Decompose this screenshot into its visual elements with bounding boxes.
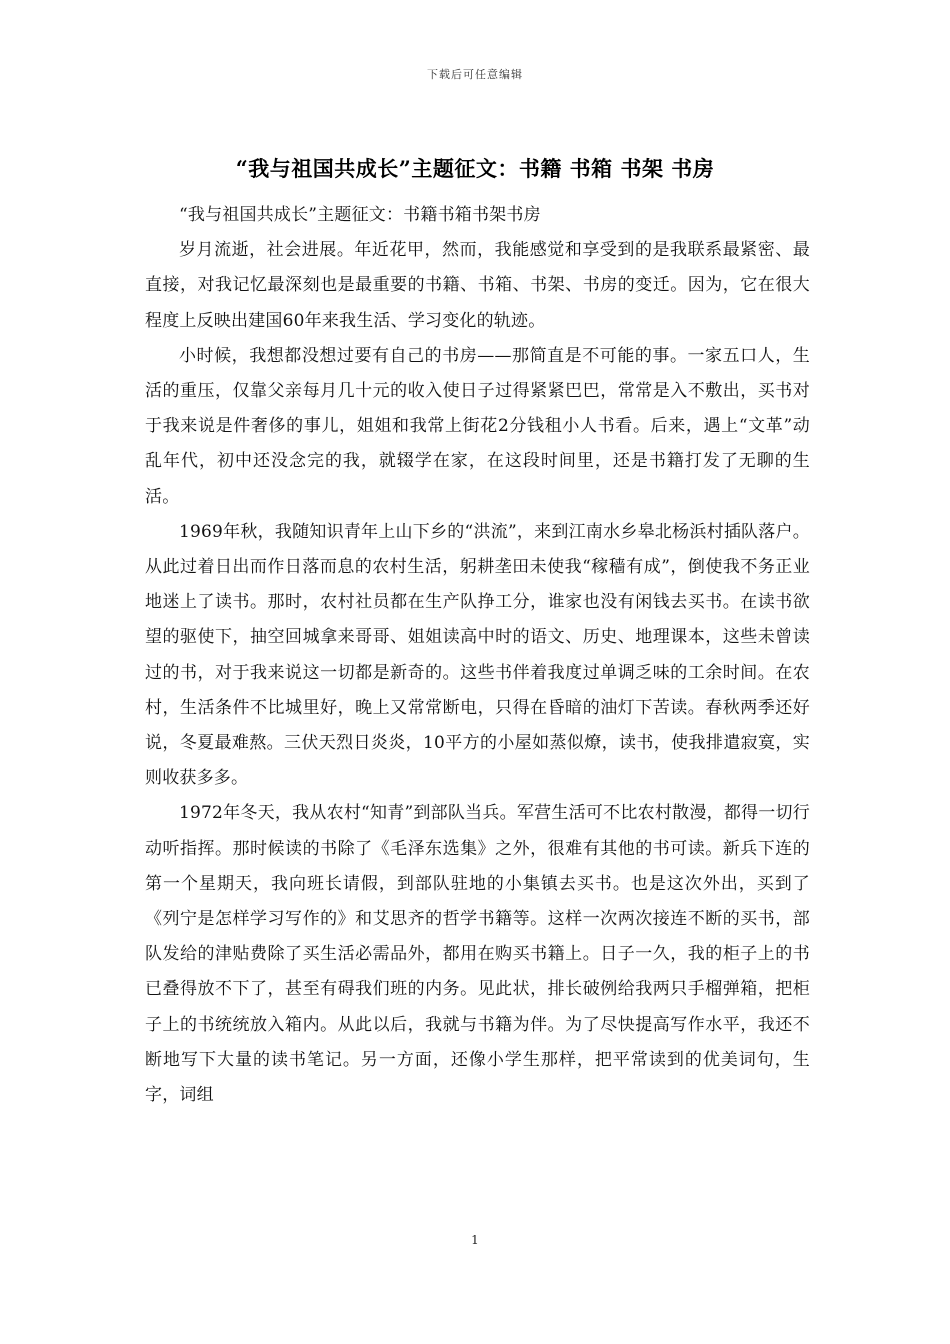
paragraph-subtitle: “我与祖国共成长”主题征文：书籍书箱书架书房 — [179, 205, 541, 225]
document-title: “我与祖国共成长”主题征文：书籍 书箱 书架 书房 — [235, 156, 715, 181]
paragraph: 1972年冬天，我从农村“知青”到部队当兵。军营生活可不比农村散漫，都得一切行动听指挥。那时候读的书除了《毛泽东选集》之外，很难有其他的书可读。新兵下连的第一个星期天，我向班长请假，到部队驻地的小集镇去买书。也是这次外出，买到了《列宁是怎样学习写作的》和艾思齐的哲学书籍等。这样一次两次接连不断的买书，部队发给的津贴费除了买生活必需品外，都用在购买书籍上。日子一久，我的柜子上的书已叠得放不下了，甚至有碍我们班的内务。见此状，排长破例给我两只手榴弹箱，把柜子上的书统统放入箱内。从此以后，我就与书籍为伴。为了尽快提高写作水平，我还不断地写下大量的读书笔记。另一方面，还像小学生那样，把平常读到的优美词句，生字，词组 — [145, 803, 810, 1106]
page-number: 1 — [471, 1233, 479, 1247]
paragraph: 小时候，我想都没想过要有自己的书房——那简直是不可能的事。一家五口人，生活的重压，仅靠父亲每月几十元的收入使日子过得紧紧巴巴，常常是入不敷出，买书对于我来说是件奢侈的事儿，姐姐和我常上街花2分钱租小人书看。后来，遇上“文革”动乱年代，初中还没念完的我，就辍学在家，在这段时间里，还是书籍打发了无聊的生活。 — [145, 345, 810, 507]
paragraph: 1969年秋，我随知识青年上山下乡的“洪流”，来到江南水乡皋北杨浜村插队落户。从此过着日出而作日落而息的农村生活，躬耕垄田未使我“稼穑有成”，倒使我不务正业地迷上了读书。那时，农村社员都在生产队挣工分，谁家也没有闲钱去买书。在读书欲望的驱使下，抽空回城拿来哥哥、姐姐读高中时的语文、历史、地理课本，这些未曾读过的书，对于我来说这一切都是新奇的。这些书伴着我度过单调乏味的工余时间。在农村，生活条件不比城里好，晚上又常常断电，只得在昏暗的油灯下苦读。春秋两季还好说，冬夏最难熬。三伏天烈日炎炎，10平方的小屋如蒸似燎，读书，使我排遣寂寞，实则收获多多。 — [145, 521, 810, 789]
paragraph: 岁月流逝，社会进展。年近花甲，然而，我能感觉和享受到的是我联系最紧密、最直接，对我记忆最深刻也是最重要的书籍、书箱、书架、书房的变迁。因为，它在很大程度上反映出建国60年来我生活、学习变化的轨迹。 — [145, 240, 810, 331]
header-note: 下载后可任意编辑 — [427, 68, 523, 81]
document-body — [145, 198, 810, 1113]
